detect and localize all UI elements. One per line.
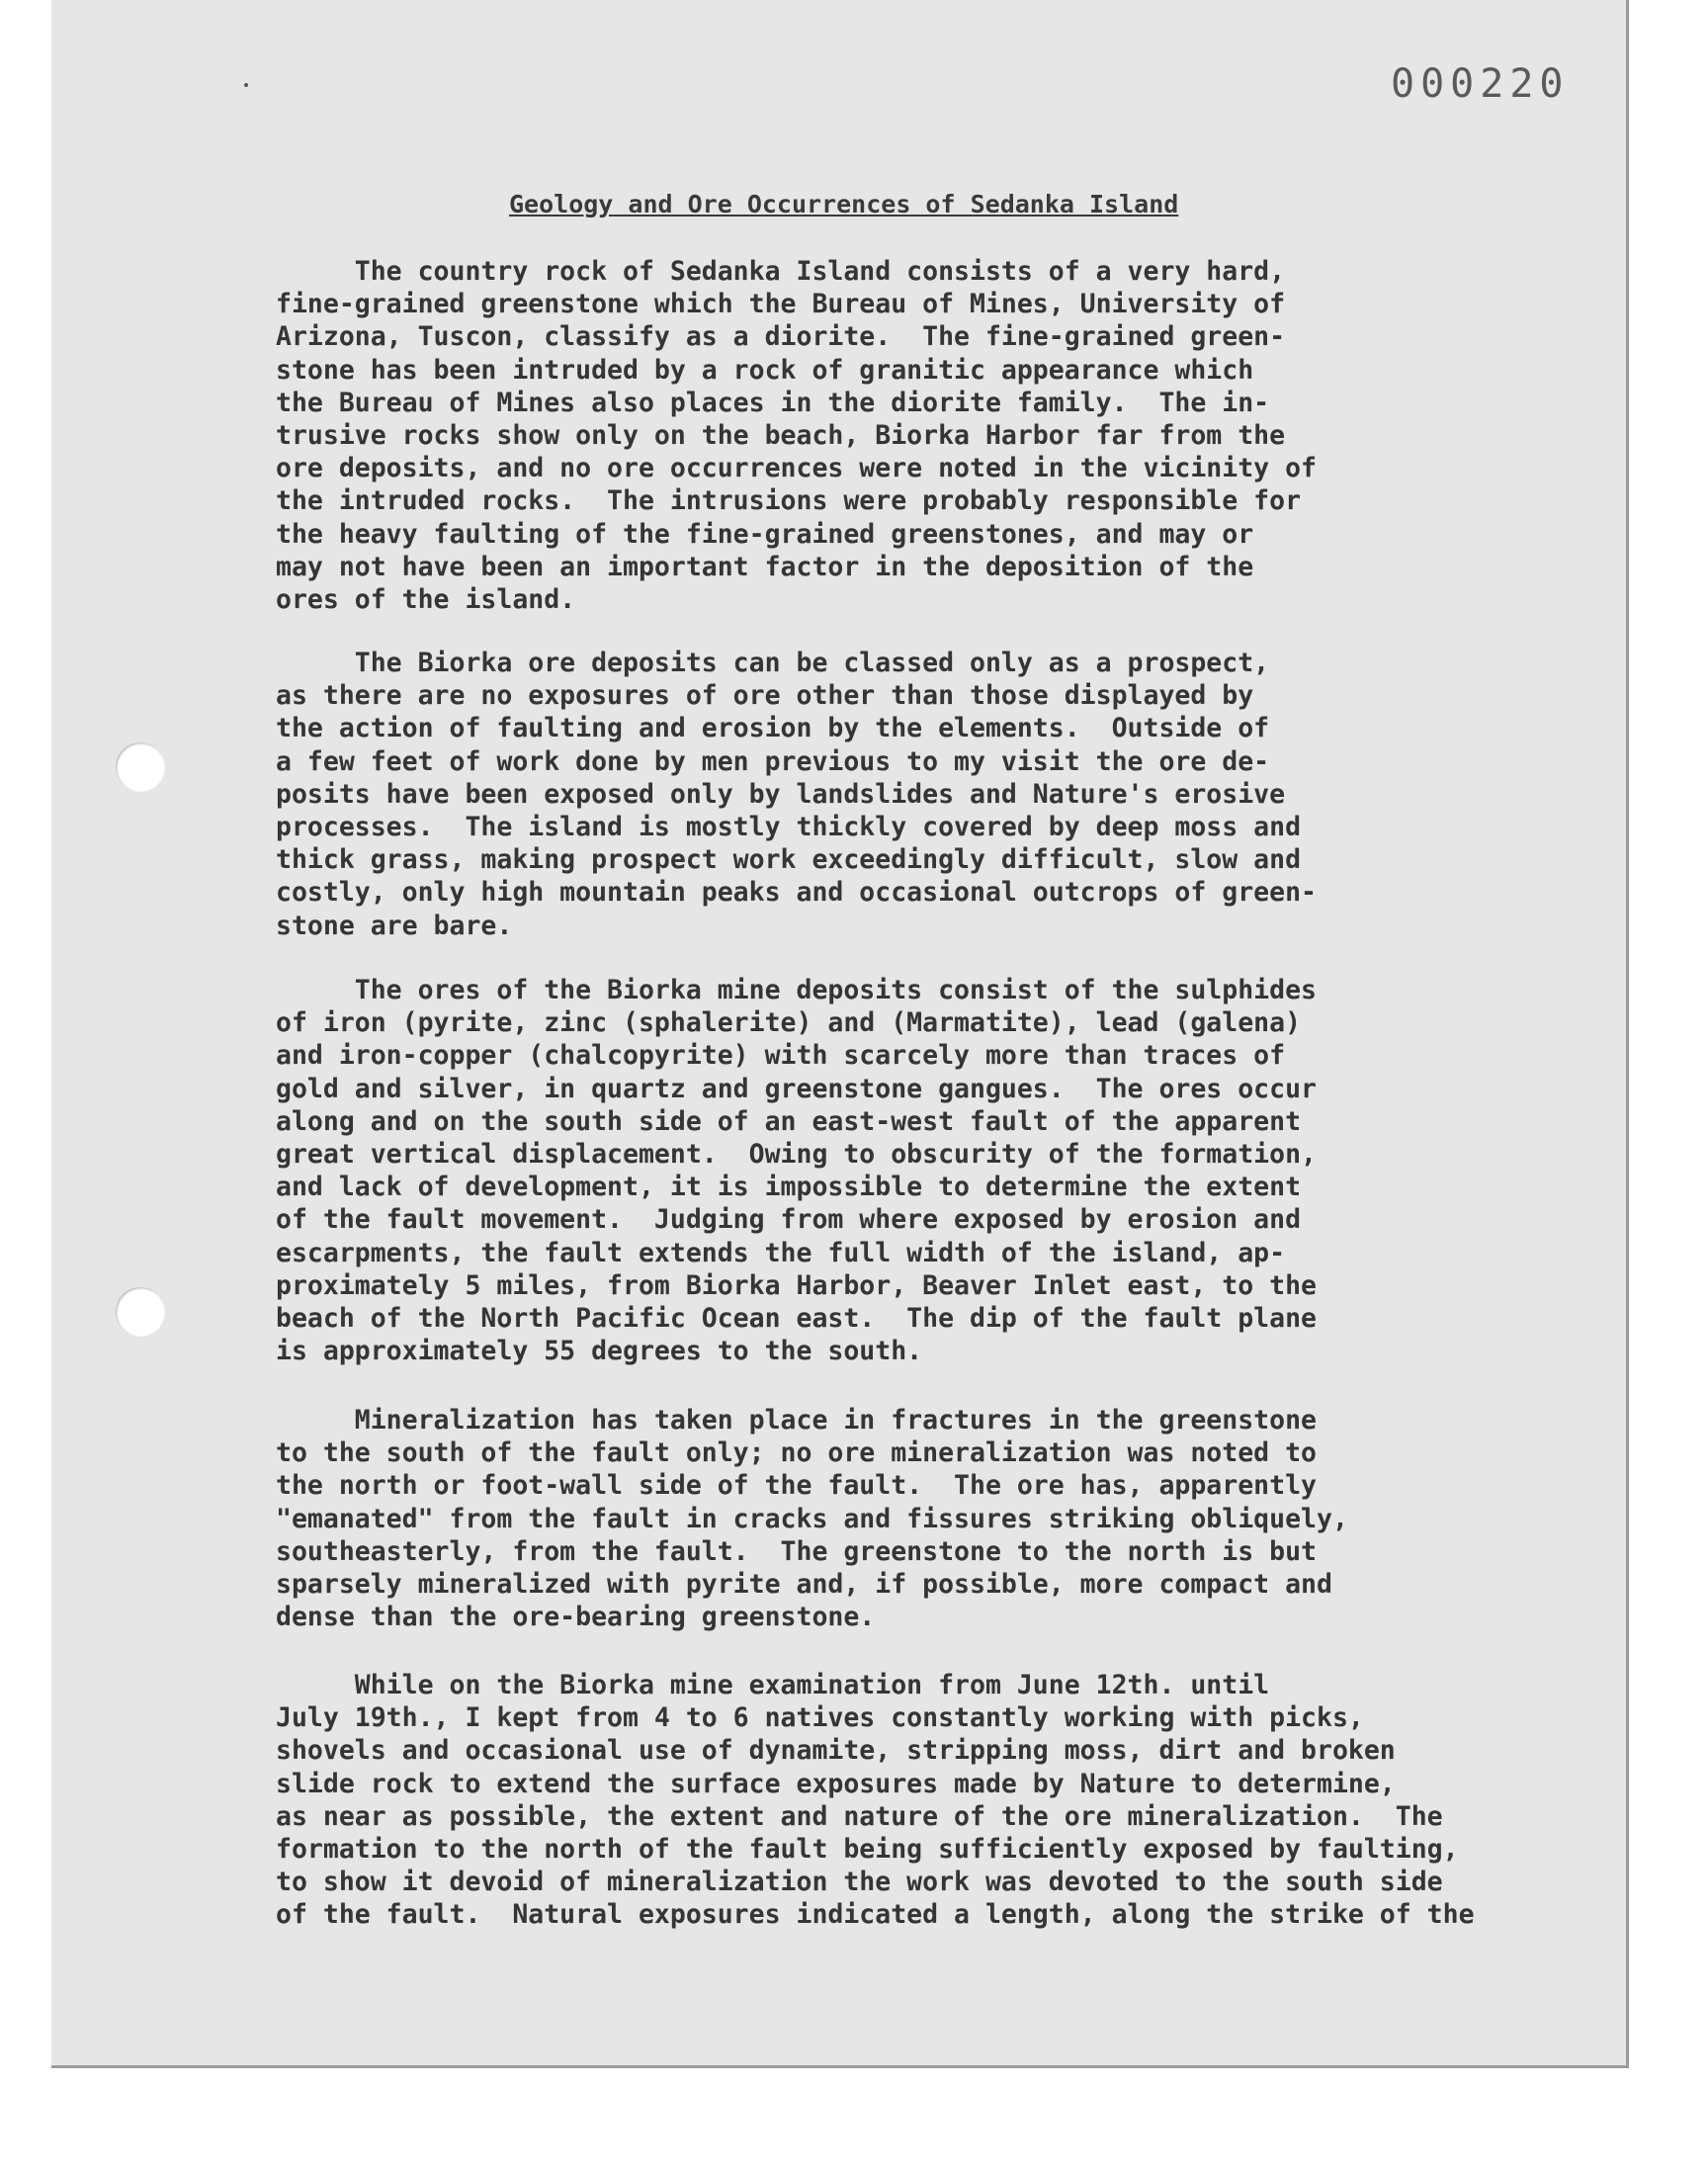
paragraph-mineralization: Mineralization has taken place in fractures in the greenstone to the south of the fault only; no ore mineralization was noted to the north or foot-wall side of the fault. The ore has, apparently "emanated" from the fault in cracks and fissures striking obliquely, southeasterly, from the fault. The greenstone to the north is but sparsely mineralized with pyrite and, if possible, more compact and dense than the ore-bearing greenstone.	[276, 1405, 1348, 1633]
document-title: Geology and Ore Occurrences of Sedanka Island	[509, 190, 1179, 218]
paragraph-country-rock: The country rock of Sedanka Island consists of a very hard, fine-grained greenstone which the Bureau of Mines, University of Arizona, Tuscon, classify as a diorite. The fine-grained green- stone has been intruded by a rock of granitic appearance which the Bureau of Mines also places in the diorite family. The in- trusive rocks show only on the beach, Biorka Harbor far from the ore deposits, and no ore occurrences were noted in the vicinity of the intruded rocks. The intrusions were probably responsible for the heavy faulting of the fine-grained greenstones, and may or may not have been an important factor in the deposition of the ores of the island.	[276, 256, 1317, 616]
punch-hole-lower	[116, 1287, 165, 1337]
paragraph-ore-composition: The ores of the Biorka mine deposits consist of the sulphides of iron (pyrite, zinc (sphalerite) and (Marmatite), lead (galena) and iron-copper (chalcopyrite) with scarcely more than traces of gold and silver, in quartz and greenstone gangues. The ores occur along and on the south side of an east-west fault of the apparent great vertical displacement. Owing to obscurity of the formation, and lack of development, it is impossible to determine the extent of the fault movement. Judging from where exposed by erosion and escarpments, the fault extends the full width of the island, ap- proximately 5 miles, from Biorka Harbor, Beaver Inlet east, to the beach of the North Pacific Ocean east. The dip of the fault plane is approximately 55 degrees to the south.	[276, 975, 1317, 1367]
punch-hole-upper	[116, 742, 165, 792]
paragraph-ore-deposits: The Biorka ore deposits can be classed only as a prospect, as there are no exposures of ore other than those displayed by the action of faulting and erosion by the elements. Outside of a few feet of work done by men previous to my visit the ore de- posits have been exposed only by landslides and Nature's erosive processes. The island is mostly thickly covered by deep moss and thick grass, making prospect work exceedingly difficult, slow and costly, only high mountain peaks and occasional outcrops of green- stone are bare.	[276, 648, 1317, 941]
document-page	[51, 0, 1629, 2068]
paragraph-examination: While on the Biorka mine examination from June 12th. until July 19th., I kept from 4 to 6 natives constantly working with picks, shovels and occasional use of dynamite, stripping moss, dirt and broken slide rock to extend the surface exposures made by Nature to determine, as near as possible, the extent and nature of the ore mineralization. The formation to the north of the fault being sufficiently exposed by faulting, to show it devoid of mineralization the work was devoted to the south side of the fault. Natural exposures indicated a length, along the strike of the	[276, 1670, 1475, 1931]
stray-mark	[244, 83, 248, 87]
page-number: 000220	[1391, 61, 1570, 107]
